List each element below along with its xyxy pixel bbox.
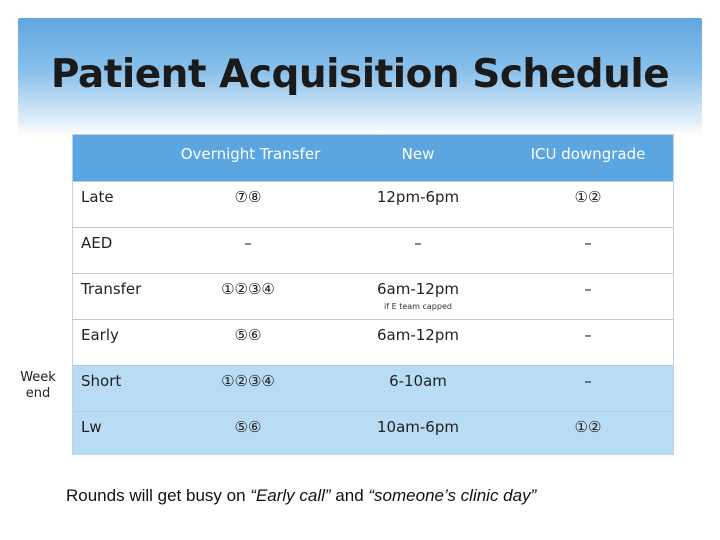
overnight-transfer-value: – — [244, 234, 252, 252]
row-label: Late — [81, 188, 114, 206]
table-row-aed — [73, 227, 673, 273]
header-icu-downgrade: ICU downgrade — [530, 145, 646, 163]
new-value: 6-10am — [389, 372, 447, 390]
page-title: Patient Acquisition Schedule — [50, 52, 670, 97]
table-row-late — [73, 181, 673, 227]
weekend-side-label: Week end — [20, 370, 56, 401]
row-label: Lw — [81, 418, 102, 436]
footer-middle: and — [330, 486, 369, 505]
overnight-transfer-value: ⑦⑧ — [234, 188, 262, 206]
overnight-transfer-value: ⑤⑥ — [234, 326, 262, 344]
row-label: Transfer — [81, 280, 142, 298]
row-label: Early — [81, 326, 119, 344]
new-value: 6am-12pm — [377, 280, 459, 298]
new-value: – — [414, 234, 422, 252]
icu-downgrade-value: – — [584, 326, 592, 344]
header-overnight-transfer: Overnight Transfer — [180, 145, 321, 163]
new-value: 10am-6pm — [377, 418, 459, 436]
footer-note — [66, 486, 706, 506]
table-row-lw — [73, 411, 673, 455]
icu-downgrade-value: – — [584, 234, 592, 252]
table-row-early — [73, 319, 673, 365]
footer-prefix: Rounds will get busy on — [66, 486, 251, 505]
footer-emphasis-clinic-day: “someone’s clinic day” — [368, 486, 537, 505]
table-row-transfer — [73, 273, 673, 319]
new-value: 12pm-6pm — [376, 188, 460, 206]
footer-emphasis-early-call: “Early call” — [250, 486, 331, 505]
overnight-transfer-value: ⑤⑥ — [234, 418, 262, 436]
overnight-transfer-value: ①②③④ — [221, 372, 275, 390]
icu-downgrade-value: – — [584, 372, 592, 390]
new-value: 6am-12pm — [377, 326, 459, 344]
icu-downgrade-value: ①② — [574, 188, 602, 206]
row-label: AED — [81, 234, 113, 252]
new-value-note: if E team capped — [384, 302, 452, 311]
table-row-short — [73, 365, 673, 411]
header-new: New — [401, 145, 435, 163]
overnight-transfer-value: ①②③④ — [221, 280, 275, 298]
schedule-table — [72, 134, 674, 455]
icu-downgrade-value: – — [584, 280, 592, 298]
icu-downgrade-value: ①② — [574, 418, 602, 436]
row-label: Short — [81, 372, 122, 390]
table-header-row — [73, 135, 673, 181]
